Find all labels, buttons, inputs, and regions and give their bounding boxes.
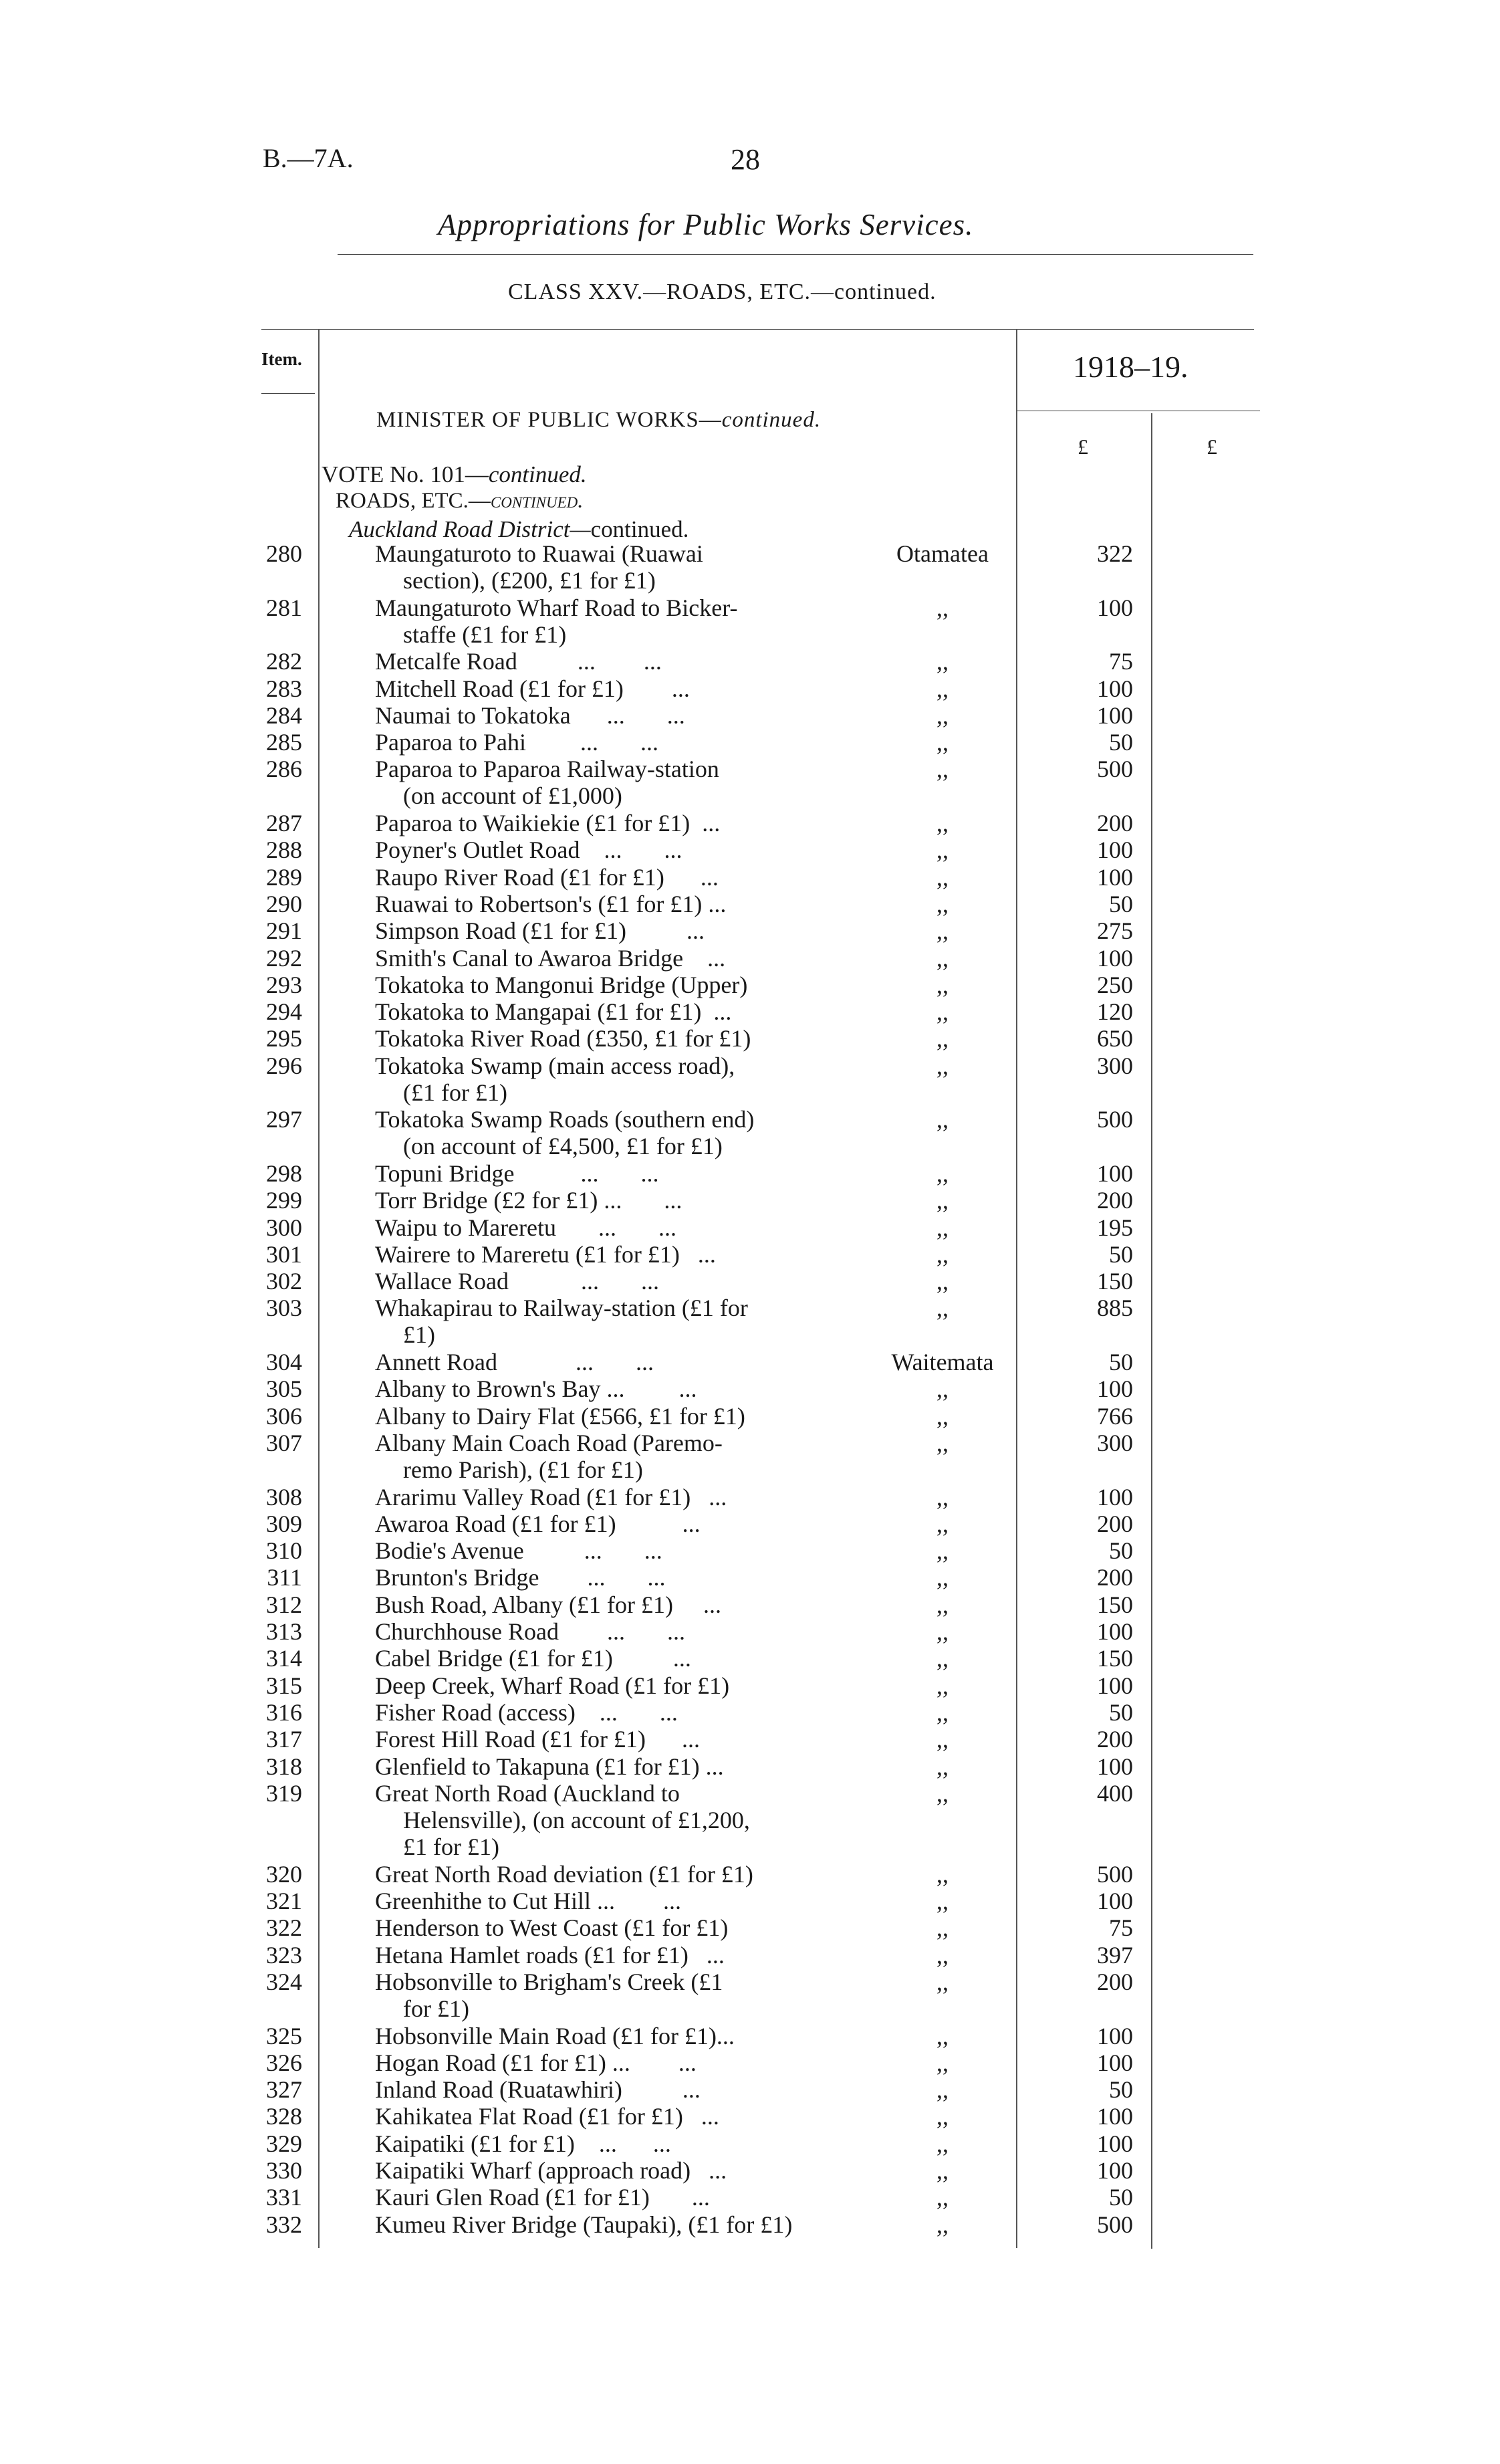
item-number: 292 [266, 944, 302, 972]
item-description [375, 1484, 868, 1510]
item-header-rule [261, 393, 315, 394]
item-number: 289 [266, 863, 302, 891]
description-line: Maungaturoto Wharf Road to Bicker- [375, 594, 738, 621]
amount-cell: 766 [1097, 1402, 1133, 1430]
item-description [375, 2184, 868, 2211]
county-cell: ,, [936, 836, 949, 864]
description-line: Tokatoka to Mangapai (£1 for £1) ... [375, 998, 732, 1026]
county-cell: ,, [936, 1402, 949, 1430]
item-number: 285 [266, 729, 302, 756]
item-number: 306 [266, 1402, 302, 1430]
description-line: Albany to Brown's Bay ... ... [375, 1375, 697, 1403]
item-description [375, 1861, 868, 1888]
description-continuation: Helensville), (on account of £1,200, [403, 1806, 750, 1833]
item-description [375, 1672, 868, 1699]
amount-cell: 50 [1109, 1349, 1133, 1375]
item-description [375, 1564, 868, 1591]
county-cell: ,, [936, 1214, 949, 1241]
item-number: 313 [266, 1618, 302, 1645]
county-cell: ,, [936, 1025, 949, 1052]
amount-cell: 100 [1097, 1483, 1133, 1510]
description-line: Greenhithe to Cut Hill ... ... [375, 1888, 681, 1914]
item-number: 286 [266, 756, 302, 783]
item-number: 296 [266, 1052, 302, 1079]
amount-cell: 50 [1109, 2076, 1133, 2104]
description-continuation: £1) [403, 1321, 435, 1349]
description-line: Paparoa to Paparoa Railway-station [375, 756, 719, 783]
item-description [375, 1645, 868, 1672]
item-description [375, 998, 868, 1025]
amount-cell: 75 [1109, 1914, 1133, 1942]
currency-header-2: £ [1207, 435, 1217, 459]
description-line: Kaipatiki (£1 for £1) ... ... [375, 2130, 671, 2157]
county-cell: ,, [936, 1295, 949, 1322]
amount-cell: 50 [1109, 1698, 1133, 1726]
county-cell: ,, [936, 2049, 949, 2076]
amount-cell: 150 [1097, 1591, 1133, 1618]
county-cell: ,, [936, 1860, 949, 1888]
item-description [375, 1914, 868, 1941]
amount-cell: 75 [1109, 648, 1133, 675]
amount-cell: 50 [1109, 729, 1133, 756]
county-cell: ,, [936, 1941, 949, 1969]
county-cell: ,, [936, 2157, 949, 2184]
description-line: Bush Road, Albany (£1 for £1) ... [375, 1591, 721, 1618]
description-line: Naumai to Tokatoka ... ... [375, 701, 685, 729]
county-cell: ,, [936, 890, 949, 917]
item-number: 294 [266, 998, 302, 1026]
item-description [375, 945, 868, 972]
amount-cell: 885 [1097, 1295, 1133, 1322]
county-cell: ,, [936, 863, 949, 891]
class-title: CLASS XXV.—ROADS, ETC.—continued. [508, 279, 936, 304]
description-line: Ararimu Valley Road (£1 for £1) ... [375, 1483, 727, 1510]
item-description [375, 1591, 868, 1618]
description-line: Awaroa Road (£1 for £1) ... [375, 1510, 701, 1537]
description-continuation: £1 for £1) [403, 1833, 499, 1860]
description-line: Albany to Dairy Flat (£566, £1 for £1) [375, 1402, 745, 1430]
amount-cell: 100 [1097, 1672, 1133, 1699]
amount-cell: 50 [1109, 890, 1133, 917]
item-description [375, 1726, 868, 1753]
item-description [375, 1888, 868, 1914]
description-line: Tokatoka Swamp Roads (southern end) [375, 1106, 755, 1133]
item-description [375, 2211, 868, 2238]
county-cell: ,, [936, 756, 949, 783]
county-cell: ,, [936, 971, 949, 998]
amount-cell: 50 [1109, 1240, 1133, 1268]
item-number: 326 [266, 2049, 302, 2076]
item-description [375, 2157, 868, 2184]
item-number: 310 [266, 1537, 302, 1565]
county-cell: ,, [936, 1888, 949, 1914]
amount-cell: 150 [1097, 1268, 1133, 1295]
item-description [375, 594, 868, 648]
page-number: 28 [731, 143, 760, 176]
amount-cell: 195 [1097, 1214, 1133, 1241]
description-line: Hobsonville to Brigham's Creek (£1 [375, 1968, 723, 1995]
page-title: Appropriations for Public Works Services. [438, 208, 974, 241]
description-line: Topuni Bridge ... ... [375, 1159, 659, 1187]
item-description [375, 1052, 868, 1106]
amount-cell: 100 [1097, 594, 1133, 621]
amount-cell: 100 [1097, 836, 1133, 864]
item-description [375, 1187, 868, 1214]
county-cell: ,, [936, 1564, 949, 1591]
item-number: 293 [266, 971, 302, 998]
item-number: 284 [266, 701, 302, 729]
amount-cell: 100 [1097, 1753, 1133, 1780]
description-line: Tokatoka to Mangonui Bridge (Upper) [375, 971, 748, 998]
item-number: 287 [266, 810, 302, 836]
description-line: Inland Road (Ruatawhiri) ... [375, 2076, 701, 2104]
description-line: Cabel Bridge (£1 for £1) ... [375, 1645, 691, 1672]
description-line: Torr Bridge (£2 for £1) ... ... [375, 1187, 682, 1214]
item-description [375, 1295, 868, 1348]
description-line: Poyner's Outlet Road ... ... [375, 836, 682, 864]
description-line: Henderson to West Coast (£1 for £1) [375, 1914, 729, 1942]
description-line: Raupo River Road (£1 for £1) ... [375, 863, 719, 891]
amount-cell: 100 [1097, 675, 1133, 702]
item-column-header: Item. [261, 349, 302, 369]
amount-cell: 500 [1097, 2211, 1133, 2238]
item-number: 328 [266, 2103, 302, 2130]
county-cell: ,, [936, 2103, 949, 2130]
item-description [375, 1268, 868, 1295]
item-number: 332 [266, 2211, 302, 2238]
amount-cell: 100 [1097, 944, 1133, 972]
item-number: 295 [266, 1025, 302, 1052]
county-cell: ,, [936, 2184, 949, 2211]
year-column-header: 1918–19. [1073, 350, 1189, 384]
county-cell: ,, [936, 1753, 949, 1780]
description-line: Kaipatiki Wharf (approach road) ... [375, 2157, 727, 2184]
item-number: 324 [266, 1968, 302, 1995]
county-cell: ,, [936, 1672, 949, 1699]
county-cell: ,, [936, 1698, 949, 1726]
item-description [375, 1618, 868, 1645]
county-cell: ,, [936, 810, 949, 836]
item-description [375, 917, 868, 944]
item-description [375, 1780, 868, 1860]
amount-cell: 322 [1097, 540, 1133, 567]
item-number: 297 [266, 1106, 302, 1133]
document-code: B.—7A. [263, 143, 354, 173]
county-cell: ,, [936, 1510, 949, 1537]
amount-cell: 300 [1097, 1429, 1133, 1456]
item-description [375, 756, 868, 809]
description-line: Deep Creek, Wharf Road (£1 for £1) [375, 1672, 730, 1699]
county-cell: ,, [936, 2076, 949, 2104]
item-description [375, 810, 868, 836]
amount-cell: 500 [1097, 1860, 1133, 1888]
county-cell: ,, [936, 648, 949, 675]
item-number: 280 [266, 540, 302, 567]
item-description [375, 1969, 868, 2022]
description-line: Wallace Road ... ... [375, 1268, 660, 1295]
item-description [375, 2130, 868, 2157]
item-description [375, 1349, 868, 1375]
county-cell: ,, [936, 1375, 949, 1403]
amount-cell: 400 [1097, 1779, 1133, 1807]
item-description [375, 1375, 868, 1402]
item-description [375, 540, 868, 594]
vote-heading: VOTE No. 101—continued. [322, 461, 587, 487]
amount-cell: 100 [1097, 2157, 1133, 2184]
item-number: 281 [266, 594, 302, 621]
county-cell: ,, [936, 1779, 949, 1807]
item-column-divider [318, 329, 320, 2248]
description-line: Hetana Hamlet roads (£1 for £1) ... [375, 1941, 725, 1969]
amount-cell: 150 [1097, 1645, 1133, 1672]
description-continuation: remo Parish), (£1 for £1) [403, 1456, 643, 1483]
amount-cell: 275 [1097, 917, 1133, 945]
county-cell: ,, [936, 1645, 949, 1672]
description-line: Bodie's Avenue ... ... [375, 1537, 662, 1565]
county-cell: ,, [936, 1052, 949, 1079]
description-line: Paparoa to Waikiekie (£1 for £1) ... [375, 810, 721, 836]
county-cell: ,, [936, 1726, 949, 1753]
item-description [375, 2103, 868, 2130]
item-number: 323 [266, 1941, 302, 1969]
item-description [375, 2076, 868, 2103]
county-cell: ,, [936, 729, 949, 756]
item-description [375, 836, 868, 863]
item-description [375, 702, 868, 729]
item-number: 307 [266, 1429, 302, 1456]
description-line: Great North Road (Auckland to [375, 1779, 680, 1807]
county-cell: ,, [936, 1591, 949, 1618]
item-description [375, 1699, 868, 1726]
county-cell: ,, [936, 1429, 949, 1456]
amount-cell: 100 [1097, 701, 1133, 729]
item-number: 315 [266, 1672, 302, 1699]
item-description [375, 2023, 868, 2049]
item-number: 317 [266, 1726, 302, 1753]
county-cell: ,, [936, 675, 949, 702]
description-continuation: for £1) [403, 1995, 469, 2022]
amount-cell: 100 [1097, 2049, 1133, 2076]
description-line: Tokatoka Swamp (main access road), [375, 1052, 735, 1079]
item-description [375, 972, 868, 998]
item-number: 325 [266, 2022, 302, 2049]
description-line: Mitchell Road (£1 for £1) ... [375, 675, 690, 702]
item-description [375, 1025, 868, 1052]
description-line: Hogan Road (£1 for £1) ... ... [375, 2049, 697, 2076]
item-description [375, 1106, 868, 1159]
item-number: 288 [266, 836, 302, 864]
description-continuation: section), (£200, £1 for £1) [403, 567, 656, 594]
item-description [375, 648, 868, 675]
amount-cell: 250 [1097, 971, 1133, 998]
item-number: 316 [266, 1698, 302, 1726]
amount-cell: 100 [1097, 1888, 1133, 1914]
description-line: Great North Road deviation (£1 for £1) [375, 1860, 753, 1888]
item-number: 322 [266, 1914, 302, 1942]
county-cell: Waitemata [891, 1349, 994, 1375]
item-number: 321 [266, 1888, 302, 1914]
item-number: 314 [266, 1645, 302, 1672]
item-number: 298 [266, 1159, 302, 1187]
amount-cell: 200 [1097, 1726, 1133, 1753]
description-line: Kahikatea Flat Road (£1 for £1) ... [375, 2103, 719, 2130]
item-description [375, 1510, 868, 1537]
county-cell: ,, [936, 1968, 949, 1995]
item-number: 303 [266, 1295, 302, 1322]
amount-cell: 100 [1097, 1375, 1133, 1403]
district-subheading: Auckland Road District—continued. [349, 516, 689, 542]
amount-cell: 200 [1097, 1510, 1133, 1537]
item-description [375, 1537, 868, 1564]
item-description [375, 675, 868, 702]
amount-cell: 50 [1109, 1537, 1133, 1565]
description-line: Whakapirau to Railway-station (£1 for [375, 1295, 748, 1322]
county-cell: Otamatea [896, 540, 989, 567]
county-cell: ,, [936, 944, 949, 972]
item-number: 312 [266, 1591, 302, 1618]
item-number: 282 [266, 648, 302, 675]
item-description [375, 729, 868, 756]
minister-heading: MINISTER OF PUBLIC WORKS—continued. [376, 408, 822, 432]
amount-cell: 100 [1097, 1618, 1133, 1645]
description-line: Albany Main Coach Road (Paremo- [375, 1429, 723, 1456]
item-number: 309 [266, 1510, 302, 1537]
description-line: Wairere to Mareretu (£1 for £1) ... [375, 1240, 716, 1268]
amount-cell: 397 [1097, 1941, 1133, 1969]
item-description [375, 2049, 868, 2076]
description-line: Forest Hill Road (£1 for £1) ... [375, 1726, 700, 1753]
description-line: Waipu to Mareretu ... ... [375, 1214, 677, 1241]
county-cell: ,, [936, 2130, 949, 2157]
description-line: Maungaturoto to Ruawai (Ruawai [375, 540, 703, 567]
item-description [375, 1241, 868, 1268]
amount-cell: 200 [1097, 1968, 1133, 1995]
county-cell: ,, [936, 1618, 949, 1645]
county-cell: ,, [936, 2022, 949, 2049]
item-number: 318 [266, 1753, 302, 1780]
item-description [375, 1160, 868, 1187]
description-line: Glenfield to Takapuna (£1 for £1) ... [375, 1753, 724, 1780]
item-number: 300 [266, 1214, 302, 1241]
description-continuation: (on account of £1,000) [403, 782, 622, 810]
county-cell: ,, [936, 1106, 949, 1133]
amount-cell: 200 [1097, 1187, 1133, 1214]
item-number: 320 [266, 1860, 302, 1888]
description-continuation: (on account of £4,500, £1 for £1) [403, 1133, 723, 1160]
amount-cell: 100 [1097, 863, 1133, 891]
item-number: 301 [266, 1240, 302, 1268]
county-cell: ,, [936, 1159, 949, 1187]
item-number: 311 [267, 1564, 302, 1591]
item-description [375, 1753, 868, 1780]
item-number: 290 [266, 890, 302, 917]
title-rule [338, 254, 1253, 255]
item-description [375, 1430, 868, 1483]
county-cell: ,, [936, 1240, 949, 1268]
county-cell: ,, [936, 1914, 949, 1942]
item-description [375, 891, 868, 917]
item-number: 327 [266, 2076, 302, 2104]
amount-cell: 500 [1097, 1106, 1133, 1133]
description-line: Annett Road ... ... [375, 1349, 654, 1375]
amount-cell: 50 [1109, 2184, 1133, 2211]
amount-cell: 200 [1097, 810, 1133, 836]
description-continuation: staffe (£1 for £1) [403, 621, 567, 648]
description-line: Simpson Road (£1 for £1) ... [375, 917, 705, 945]
description-line: Tokatoka River Road (£350, £1 for £1) [375, 1025, 751, 1052]
item-number: 304 [266, 1349, 302, 1375]
amount-cell: 100 [1097, 2022, 1133, 2049]
item-number: 283 [266, 675, 302, 702]
description-line: Fisher Road (access) ... ... [375, 1698, 678, 1726]
item-number: 299 [266, 1187, 302, 1214]
amount-cell: 300 [1097, 1052, 1133, 1079]
currency-header-1: £ [1078, 435, 1088, 459]
description-line: Churchhouse Road ... ... [375, 1618, 685, 1645]
description-line: Brunton's Bridge ... ... [375, 1564, 666, 1591]
amount-subcolumn-divider [1151, 413, 1152, 2249]
description-line: Metcalfe Road ... ... [375, 648, 662, 675]
item-number: 308 [266, 1483, 302, 1510]
roads-subheading: ROADS, ETC.—continued. [336, 489, 584, 513]
header-top-rule [261, 329, 1254, 330]
county-cell: ,, [936, 917, 949, 945]
item-description [375, 1942, 868, 1969]
description-line: Ruawai to Robertson's (£1 for £1) ... [375, 890, 727, 917]
amount-cell: 100 [1097, 2130, 1133, 2157]
description-continuation: (£1 for £1) [403, 1079, 507, 1106]
description-line: Hobsonville Main Road (£1 for £1)... [375, 2022, 735, 2049]
item-number: 329 [266, 2130, 302, 2157]
item-number: 330 [266, 2157, 302, 2184]
item-number: 302 [266, 1268, 302, 1295]
county-cell: ,, [936, 594, 949, 621]
amount-cell: 650 [1097, 1025, 1133, 1052]
item-number: 331 [266, 2184, 302, 2211]
amount-cell: 500 [1097, 756, 1133, 783]
county-cell: ,, [936, 1483, 949, 1510]
description-line: Paparoa to Pahi ... ... [375, 729, 658, 756]
amount-cell: 120 [1097, 998, 1133, 1026]
county-cell: ,, [936, 2211, 949, 2238]
county-cell: ,, [936, 701, 949, 729]
amount-cell: 200 [1097, 1564, 1133, 1591]
item-number: 305 [266, 1375, 302, 1403]
description-line: Smith's Canal to Awaroa Bridge ... [375, 944, 726, 972]
description-line: Kauri Glen Road (£1 for £1) ... [375, 2184, 710, 2211]
county-cell: ,, [936, 1187, 949, 1214]
county-cell: ,, [936, 998, 949, 1026]
item-description [375, 864, 868, 891]
item-description [375, 1403, 868, 1430]
amount-cell: 100 [1097, 1159, 1133, 1187]
county-cell: ,, [936, 1268, 949, 1295]
item-number: 319 [266, 1779, 302, 1807]
amount-cell: 100 [1097, 2103, 1133, 2130]
county-cell: ,, [936, 1537, 949, 1565]
item-description [375, 1214, 868, 1241]
item-number: 291 [266, 917, 302, 945]
description-line: Kumeu River Bridge (Taupaki), (£1 for £1) [375, 2211, 793, 2238]
